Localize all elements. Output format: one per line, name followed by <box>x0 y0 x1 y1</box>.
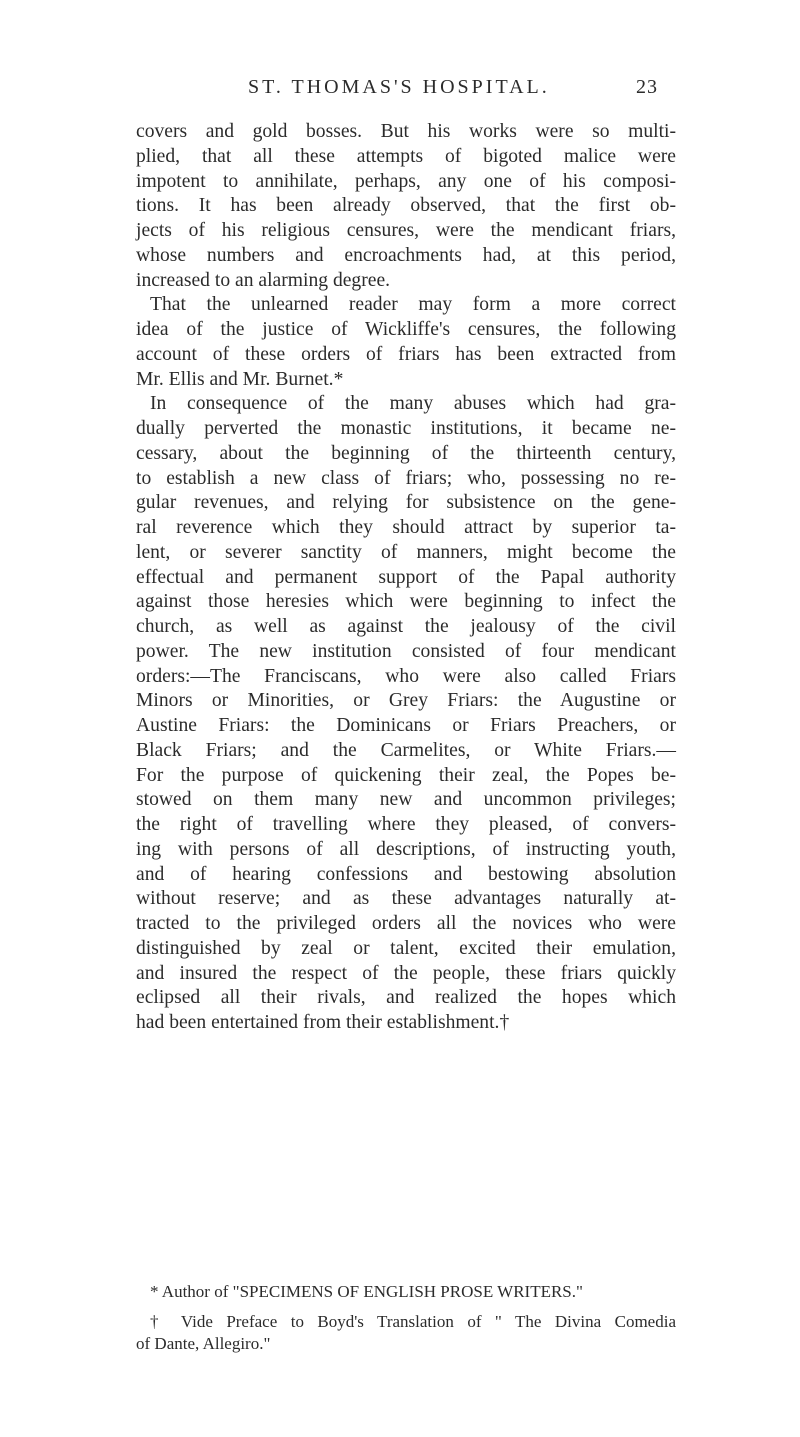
text-line: Mr. Ellis and Mr. Burnet.* <box>136 368 344 390</box>
text-line: effectual and permanent support of the Papal authority <box>136 566 676 588</box>
text-line: distinguished by zeal or talent, excited their emulation, <box>136 937 676 959</box>
text-line: the right of travelling where they pleased, of convers- <box>136 814 676 835</box>
text-line: plied, that all these attempts of bigoted malice were <box>136 145 676 167</box>
text-line: eclipsed all their rivals, and realized the hopes which <box>136 987 676 1009</box>
text-line: That the unlearned reader may form a more correct <box>150 294 676 316</box>
text-line: lent, or severer sanctity of manners, might become the <box>136 541 676 563</box>
text-line: jects of his religious censures, were the mendicant friars, <box>136 220 676 241</box>
text-line: against those heresies which were beginning to infect the <box>136 591 676 613</box>
text-line: orders:—The Franciscans, who were also called Friars <box>136 665 676 687</box>
body-text <box>136 120 676 1036</box>
text-line: impotent to annihilate, perhaps, any one of his composi- <box>136 170 676 192</box>
text-line: and insured the respect of the people, these friars quickly <box>136 962 676 984</box>
page-header <box>0 76 800 106</box>
footnotes <box>136 1281 676 1355</box>
text-line: gular revenues, and relying for subsistence on the gene- <box>136 492 676 514</box>
running-title: ST. THOMAS'S HOSPITAL. <box>248 76 550 98</box>
text-line: ral reverence which they should attract by superior ta- <box>136 517 676 538</box>
text-line: cessary, about the beginning of the thirteenth century, <box>136 442 676 464</box>
text-line: church, as well as against the jealousy of the civil <box>136 616 676 637</box>
text-line: had been entertained from their establishment.† <box>136 1012 510 1033</box>
text-line: whose numbers and encroachments had, at this period, <box>136 244 676 266</box>
text-line: covers and gold bosses. But his works were so multi- <box>136 121 676 142</box>
text-line: ing with persons of all descriptions, of instructing youth, <box>136 838 676 860</box>
text-line: to establish a new class of friars; who, possessing no re- <box>136 467 676 489</box>
footnote-spacer <box>136 1303 676 1311</box>
text-line: without reserve; and as these advantages naturally at- <box>136 888 676 910</box>
text-line: tracted to the privileged orders all the novices who were <box>136 913 676 934</box>
text-line: account of these orders of friars has been extracted from <box>136 343 676 365</box>
text-line: stowed on them many new and uncommon privileges; <box>136 789 676 811</box>
page-number: 23 <box>636 76 658 98</box>
text-line: idea of the justice of Wickliffe's censures, the following <box>136 319 676 340</box>
text-line: Black Friars; and the Carmelites, or White Friars.— <box>136 739 676 761</box>
text-line: and of hearing confessions and bestowing absolution <box>136 863 676 885</box>
footnote-author: * Author of "SPECIMENS OF ENGLISH PROSE WRITERS." <box>150 1282 583 1301</box>
text-line: increased to an alarming degree. <box>136 269 391 291</box>
footnote-vide: † Vide Preface to Boyd's Translation of " The Divina Comedia <box>150 1312 676 1331</box>
text-line: Austine Friars: the Dominicans or Friars Preachers, or <box>136 715 676 736</box>
text-line: tions. It has been already observed, that the first ob- <box>136 195 676 217</box>
text-line: In consequence of the many abuses which had gra- <box>150 393 676 415</box>
text-line: dually perverted the monastic institutions, it became ne- <box>136 418 676 439</box>
footnote-vide-continued: of Dante, Allegiro." <box>136 1334 271 1353</box>
text-line: power. The new institution consisted of four mendicant <box>136 640 676 662</box>
text-line: For the purpose of quickening their zeal, the Popes be- <box>136 764 676 786</box>
text-line: Minors or Minorities, or Grey Friars: the Augustine or <box>136 690 676 712</box>
